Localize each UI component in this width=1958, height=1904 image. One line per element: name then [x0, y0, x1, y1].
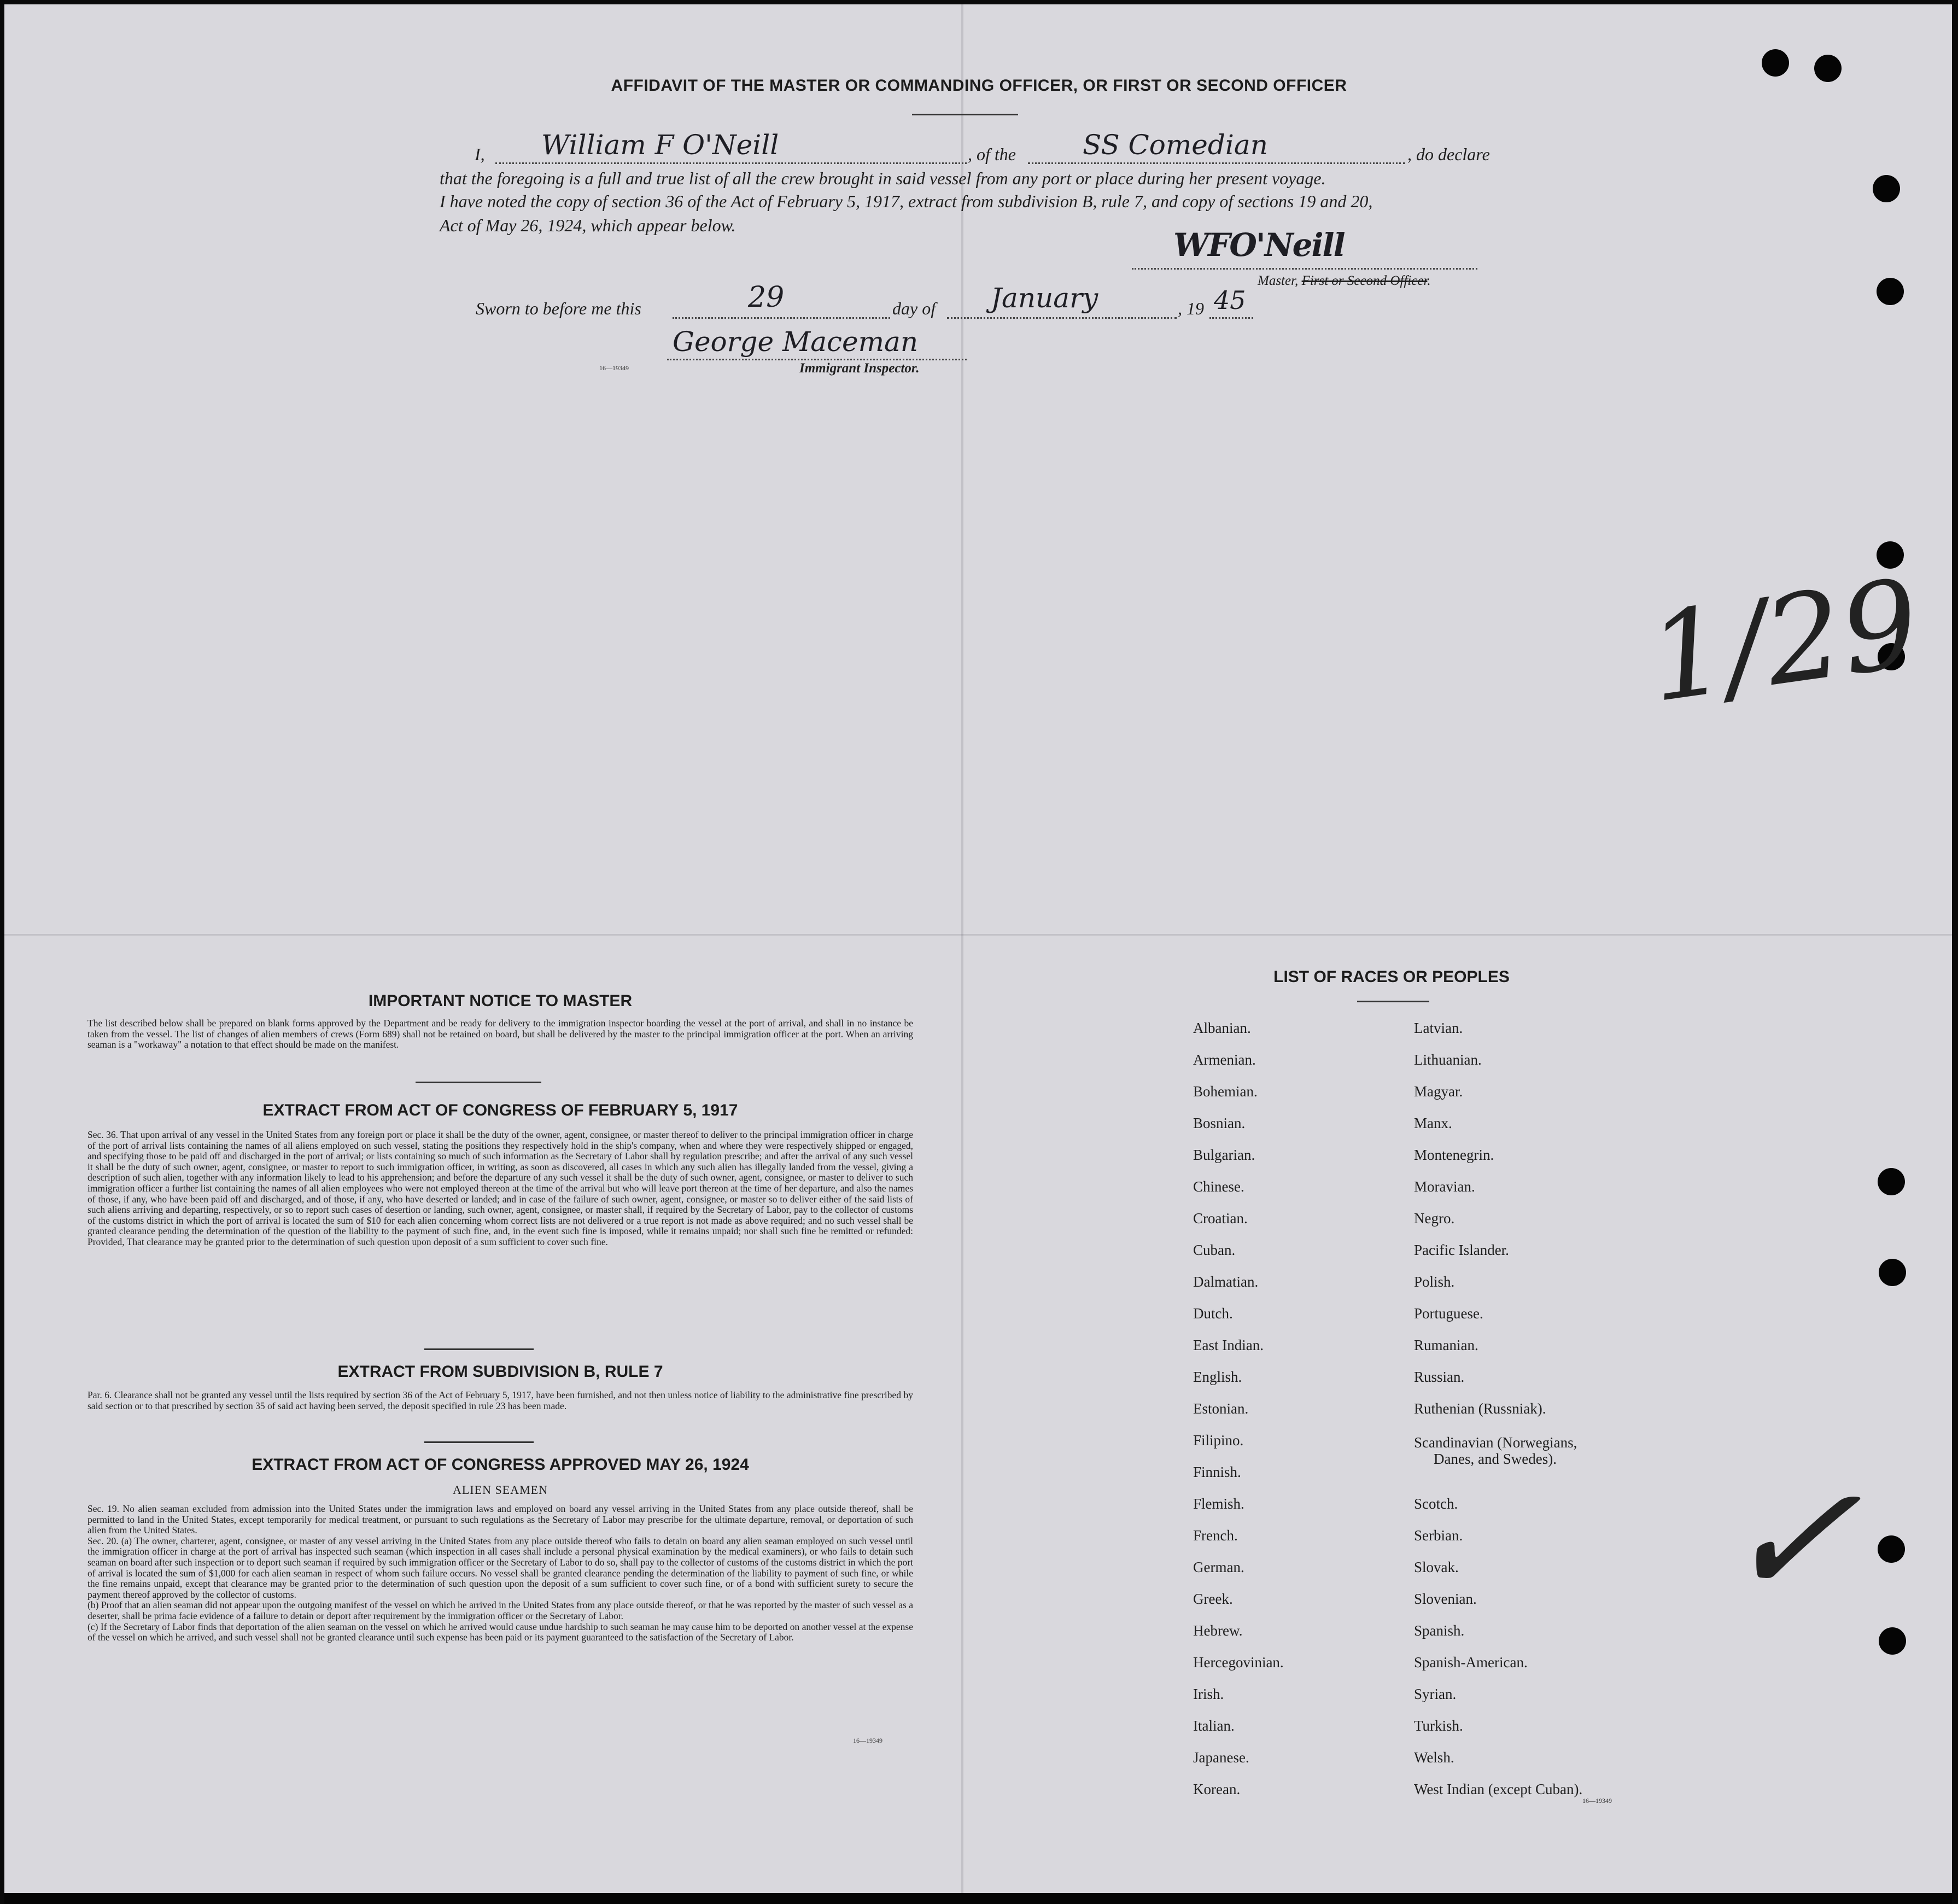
notice-title: IMPORTANT NOTICE TO MASTER — [368, 992, 633, 1010]
handwritten-date-note: 1/29 — [1640, 553, 1927, 729]
caption-master: Master, — [1258, 273, 1299, 288]
affidavit-form-number: 16—19349 — [599, 364, 629, 372]
race-item: East Indian. — [1193, 1337, 1264, 1353]
race-item: Syrian. — [1414, 1686, 1457, 1702]
signature-line — [1132, 268, 1477, 270]
master-name-line — [495, 162, 967, 164]
race-item: Hebrew. — [1193, 1622, 1243, 1639]
punch-hole — [1877, 278, 1904, 305]
race-item: Latvian. — [1414, 1020, 1463, 1036]
top-scan-edge — [0, 0, 1958, 4]
sworn-month-line — [947, 317, 1177, 319]
declaration-line-4: Act of May 26, 1924, which appear below. — [440, 215, 736, 235]
master-name-handwritten: William F O'Neill — [541, 129, 779, 161]
race-item: Hercegovinian. — [1193, 1654, 1284, 1671]
race-item: Croatian. — [1193, 1210, 1248, 1226]
horizontal-fold-line — [0, 934, 1958, 936]
race-item: Bosnian. — [1193, 1115, 1246, 1131]
inspector-signature-line — [667, 359, 967, 360]
section-divider — [424, 1441, 534, 1443]
sec-20b-text: (b) Proof that an alien seaman did not appear upon the outgoing manifest of the vessel on which he arrived in the United States from any place outside thereof, or that he was reported by the master of such vessel as a deserter, shall be prima facie evidence of a failure to detain or deport after requirement by the immigration officer or the Secretary of Labor. — [87, 1599, 913, 1621]
race-item: West Indian (except Cuban). — [1414, 1781, 1583, 1797]
vertical-fold-line — [961, 0, 963, 1904]
declaration-prefix: I, — [475, 144, 485, 164]
notice-text: The list described below shall be prepared on blank forms approved by the Department and be ready for delivery to the immigration inspector boarding the vessel at the port of arrival, and shall in no instance be taken from the vessel. The list of changes of alien members of crews (Form 689) shall not be retained on board, but shall be delivered by the master to the principal immigration officer at the port. When an arriving seaman is a "workaway" a notation to that effect should be made on the manifest. — [87, 1018, 913, 1050]
race-item: English. — [1193, 1369, 1242, 1385]
extract-1917-text: Sec. 36. That upon arrival of any vessel in the United States from any foreign port or place it shall be the duty of the owner, agent, consignee, or master thereof to deliver to the principal immigration officer in charge of the port of arrival lists containing the names of all aliens employed on such vessel, stating the positions they respectively hold in the ship's company, when and where they were respectively shipped or engaged, and specifying those to be paid off and discharged in the port of arrival; or lists containing so much of such information as the Secretary of Labor shall by regulation prescribe; and after the arrival of any such vessel it shall be the duty of such owner, agent, consignee, or master to report to such immigration officer, in writing, as soon as discovered, all cases in which any such alien has illegally landed from the vessel, giving a description of such alien, together with any information likely to lead to his apprehension; and before the departure of any such vessel it shall be the duty of such owner, agent, consignee, or master to deliver to such immigration officer a further list containing the names of all alien employees who were not employed thereon at the time of the arrival but who will leave port thereon at the time of her departure, and also the names of those, if any, who have been paid off and discharged, and of those, if any, who have deserted or landed; and in case of the failure of such owner, agent, consignee, or master so to deliver either of the said lists of such aliens arriving and departing, respectively, or so to report such cases of desertion or landing, such owner, agent, consignee, or master shall, if required by the Secretary of Labor, pay to the collector of customs of the customs district in which the port of arrival is located the sum of $10 for each alien concerning whom correct lists are not delivered or a true report is not made as above required; and no such vessel shall be granted clearance pending the determination of the question of the liability to the payment of such fine, and, in the event such fine is imposed, while it remains unpaid; nor shall such fine be remitted or refunded: Provided, That clearance may be granted prior to the determination of such question upon deposit of a sum sufficient to cover such fine. — [87, 1129, 913, 1247]
race-item: Armenian. — [1193, 1052, 1256, 1068]
extract-rule7-text: Par. 6. Clearance shall not be granted any vessel until the lists required by section 36 of the Act of February 5, 1917, have been furnished, and not then unless notice of liability to the administrative fine prescribed by said section or to that prescribed by section 35 of said act having been served, the deposit specified in rule 23 has been made. — [87, 1389, 913, 1411]
race-item: Dutch. — [1193, 1305, 1233, 1322]
master-signature: WFO'Neill — [1173, 226, 1345, 264]
race-item: Turkish. — [1414, 1718, 1463, 1734]
race-item: Welsh. — [1414, 1749, 1454, 1766]
inspector-signature: George Maceman — [673, 326, 919, 358]
races-title: LIST OF RACES OR PEOPLES — [1273, 968, 1510, 986]
sworn-year-line — [1209, 317, 1253, 319]
declaration-suffix: , do declare — [1407, 144, 1490, 164]
sworn-prefix: Sworn to before me this — [476, 299, 641, 318]
race-item: Greek. — [1193, 1591, 1233, 1607]
race-item: Bulgarian. — [1193, 1147, 1255, 1163]
race-item: Irish. — [1193, 1686, 1224, 1702]
sworn-day-of: day of — [892, 299, 936, 318]
race-item: Spanish. — [1414, 1622, 1465, 1639]
year-comma: , — [1178, 299, 1182, 318]
section-divider — [424, 1348, 534, 1350]
race-item: Scotch. — [1414, 1496, 1458, 1512]
extract-1924-body — [87, 1504, 913, 1643]
race-item: Manx. — [1414, 1115, 1452, 1131]
declaration-line-2: that the foregoing is a full and true list of all the crew brought in said vessel from any port or place during her present voyage. — [440, 168, 1326, 188]
extract-rule7-title: EXTRACT FROM SUBDIVISION B, RULE 7 — [337, 1363, 663, 1381]
sworn-day-line — [673, 317, 890, 319]
inspector-caption: Immigrant Inspector. — [799, 361, 920, 376]
race-item: Polish. — [1414, 1274, 1455, 1290]
race-item: Japanese. — [1193, 1749, 1249, 1766]
ship-name-handwritten: SS Comedian — [1083, 129, 1268, 161]
sworn-year-prefix: 19 — [1187, 299, 1204, 318]
extract-1924-subtitle: ALIEN SEAMEN — [453, 1483, 548, 1497]
race-item: Negro. — [1414, 1210, 1455, 1226]
race-item: Serbian. — [1414, 1527, 1463, 1544]
left-scan-edge — [0, 0, 4, 1904]
races-title-underline — [1357, 1001, 1429, 1002]
race-item: German. — [1193, 1559, 1244, 1575]
punch-hole — [1762, 49, 1789, 77]
extract-1917-title: EXTRACT FROM ACT OF CONGRESS OF FEBRUARY 5, 1917 — [262, 1101, 738, 1119]
race-item: Korean. — [1193, 1781, 1241, 1797]
affidavit-title: AFFIDAVIT OF THE MASTER OR COMMANDING OFFICER, OR FIRST OR SECOND OFFICER — [611, 77, 1347, 95]
extract-form-number: 16—19349 — [853, 1737, 882, 1744]
sworn-month-handwritten: January — [991, 282, 1098, 314]
punch-hole — [1879, 1627, 1906, 1655]
extract-1924-title: EXTRACT FROM ACT OF CONGRESS APPROVED MAY 26, 1924 — [252, 1456, 749, 1474]
races-form-number: 16—19349 — [1582, 1797, 1612, 1804]
race-item: Finnish. — [1193, 1464, 1241, 1480]
race-item: Cuban. — [1193, 1242, 1236, 1258]
race-item: Rumanian. — [1414, 1337, 1478, 1353]
right-scan-edge — [1952, 0, 1958, 1904]
bottom-scan-edge — [0, 1893, 1958, 1904]
punch-hole — [1878, 1168, 1905, 1195]
race-item: Dalmatian. — [1193, 1274, 1259, 1290]
race-item: Flemish. — [1193, 1496, 1244, 1512]
race-item: Montenegrin. — [1414, 1147, 1494, 1163]
sworn-day-handwritten: 29 — [748, 281, 785, 314]
race-item: Slovenian. — [1414, 1591, 1477, 1607]
race-item: Filipino. — [1193, 1432, 1244, 1449]
declaration-line-3: I have noted the copy of section 36 of the Act of February 5, 1917, extract from subdivision B, rule 7, and copy of sections 19 and 20, — [440, 191, 1373, 211]
ship-name-line — [1028, 162, 1405, 164]
punch-hole — [1879, 1259, 1906, 1286]
race-item: Moravian. — [1414, 1178, 1475, 1195]
race-item: Danes, and Swedes). — [1434, 1451, 1557, 1467]
sworn-year-handwritten: 45 — [1214, 285, 1246, 315]
handwritten-check-mark: ✓ — [1716, 1439, 1867, 1639]
race-item: Ruthenian (Russniak). — [1414, 1400, 1546, 1417]
race-item: Scandinavian (Norwegians, — [1414, 1434, 1577, 1451]
race-item: Russian. — [1414, 1369, 1465, 1385]
declaration-mid: , of the — [968, 144, 1016, 164]
race-item: Estonian. — [1193, 1400, 1249, 1417]
race-item: Spanish-American. — [1414, 1654, 1528, 1671]
race-item: Lithuanian. — [1414, 1052, 1482, 1068]
sec-20c-text: (c) If the Secretary of Labor finds that deportation of the alien seaman on the vessel on which he arrived would cause undue hardship to such seaman he may cause him to be deported on another vessel at the expense of the vessel on which he arrived, and such vessel shall not be granted clearance until such expense has been paid or its payment guaranteed to the satisfaction of the Secretary of Labor. — [87, 1621, 913, 1643]
punch-hole — [1873, 175, 1900, 202]
race-item: Magyar. — [1414, 1083, 1463, 1100]
caption-struck-officer: First or Second Officer — [1301, 273, 1428, 288]
punch-hole — [1878, 1535, 1905, 1563]
race-item: Albanian. — [1193, 1020, 1251, 1036]
sec-19-text: Sec. 19. No alien seaman excluded from admission into the United States under the immigration laws and employed on board any vessel arriving in the United States from any place outside thereof, shall be permitted to land in the United States, except temporarily for medical treatment, or pursuant to such regulations as the Secretary of Labor may prescribe for the ultimate departure, removal, or deportation of such alien from the United States. — [87, 1503, 913, 1536]
sec-20a-text: Sec. 20. (a) The owner, charterer, agent, consignee, or master of any vessel arriving in the United States from any place outside thereof who fails to detain on board any alien seaman employed on such vessel until the immigration officer in charge at the port of arrival has inspected such seaman (which inspection in all cases shall include a personal physical examination by the medical examiners), or who fails to detain such seaman on board after such inspection or to deport such seaman if required by such immigration officer or the Secretary of Labor to do so, shall pay to the collector of customs of the customs district in which the port of arrival is located the sum of $1,000 for each alien seaman in respect of whom such failure occurs. No vessel shall be granted clearance pending the determination of the liability to payment of such fine, or while the fine remains unpaid, except that clearance may be granted prior to the determination of such question upon the deposit of a sum sufficient to cover such fine, or of a bond with sufficient surety to secure the payment thereof approved by the collector of customs. — [87, 1535, 913, 1600]
section-divider — [416, 1082, 541, 1083]
signature-caption: Master, First or Second Officer. — [1258, 273, 1431, 288]
race-item: Chinese. — [1193, 1178, 1244, 1195]
race-item: French. — [1193, 1527, 1238, 1544]
race-item: Italian. — [1193, 1718, 1235, 1734]
race-item: Slovak. — [1414, 1559, 1459, 1575]
race-item: Bohemian. — [1193, 1083, 1258, 1100]
race-item: Pacific Islander. — [1414, 1242, 1509, 1258]
race-item: Portuguese. — [1414, 1305, 1483, 1322]
title-underline — [912, 114, 1018, 115]
